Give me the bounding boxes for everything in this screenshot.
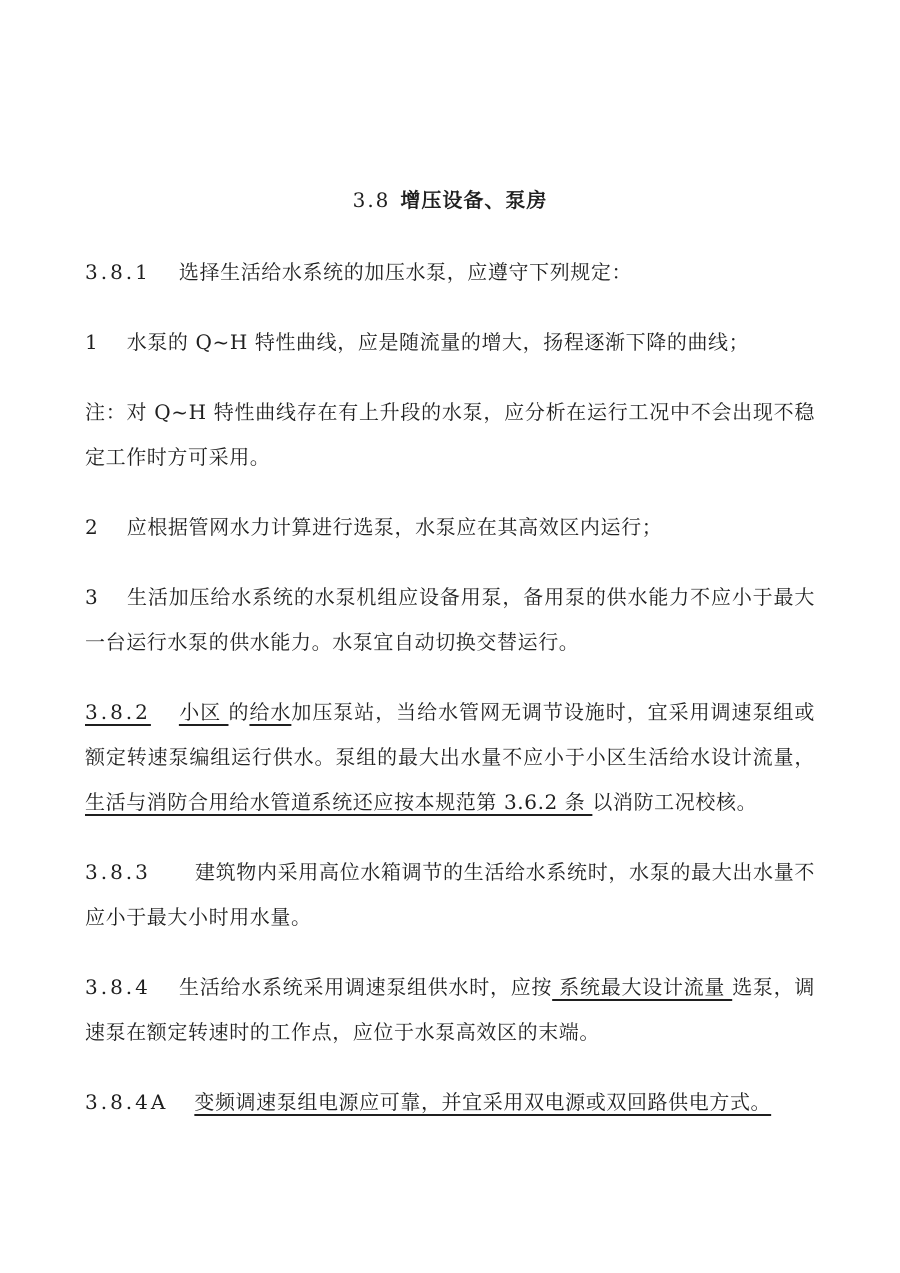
item-number: 2 xyxy=(85,515,101,539)
clause-3-8-3 xyxy=(85,850,815,940)
clause-text: 的 xyxy=(228,700,250,724)
note-paragraph xyxy=(85,390,815,480)
item-text: 生活加压给水系统的水泵机组应设备用泵，备用泵的供水能力不应小于最大一台运行水泵的供水能力。水泵宜自动切换交替运行。 xyxy=(85,585,815,654)
clause-text: 以消防工况校核。 xyxy=(592,790,758,814)
clause-label: 3.8.3 xyxy=(85,860,151,884)
underlined-text: 给水 xyxy=(249,700,292,724)
list-item-3 xyxy=(85,575,815,665)
clause-text: 建筑物内采用高位水箱调节的生活给水系统时，水泵的最大出水量不应小于最大小时用水量。 xyxy=(85,860,815,929)
section-number: 3.8 xyxy=(352,188,391,212)
clause-label: 3.8.1 xyxy=(85,260,151,284)
section-name: 增压设备、泵房 xyxy=(400,188,548,212)
clause-text: 生活给水系统采用调速泵组供水时，应按 xyxy=(178,975,553,999)
clause-label: 3.8.4 xyxy=(85,975,151,999)
underlined-text: 系统最大设计流量 xyxy=(552,975,733,999)
underlined-text: 变频调速泵组电源应可靠，并宜采用双电源或双回路供电方式。 xyxy=(194,1090,772,1114)
clause-3-8-2 xyxy=(85,690,815,825)
underlined-text: 生活与消防合用给水管道系统还应按本规范第 xyxy=(85,790,497,814)
item-number: 1 xyxy=(85,330,101,354)
item-number: 3 xyxy=(85,585,101,609)
clause-text: 选择生活给水系统的加压水泵，应遵守下列规定： xyxy=(178,260,633,284)
clause-text: 加压泵站，当给水管网无调节设施时，宜采用调速泵组或额定转速泵编组运行供水。泵组的最大出水量不应小于小区生活给水设计流量， xyxy=(85,700,815,769)
clause-3-8-4 xyxy=(85,965,815,1055)
item-text: 应根据管网水力计算进行选泵，水泵应在其高效区内运行； xyxy=(126,515,663,539)
clause-label: 3.8.2 xyxy=(85,700,151,724)
clause-3-8-1 xyxy=(85,250,815,295)
clause-label: 3.8.4A xyxy=(85,1090,169,1114)
underlined-text: 小区 xyxy=(178,700,229,724)
clause-reference: 3.6.2 条 xyxy=(497,790,593,814)
list-item-1 xyxy=(85,320,815,365)
item-text: 水泵的 Q~H 特性曲线，应是随流量的增大，扬程逐渐下降的曲线； xyxy=(126,330,750,354)
list-item-2 xyxy=(85,505,815,550)
note-text: 注：对 Q~H 特性曲线存在有上升段的水泵，应分析在运行工况中不会出现不稳定工作时方可采用。 xyxy=(85,400,815,469)
clause-text: 选泵，调速泵在额定转速时的工作点，应位于水泵高效区的末端。 xyxy=(85,975,815,1044)
section-title xyxy=(85,178,815,223)
clause-3-8-4a xyxy=(85,1080,815,1125)
